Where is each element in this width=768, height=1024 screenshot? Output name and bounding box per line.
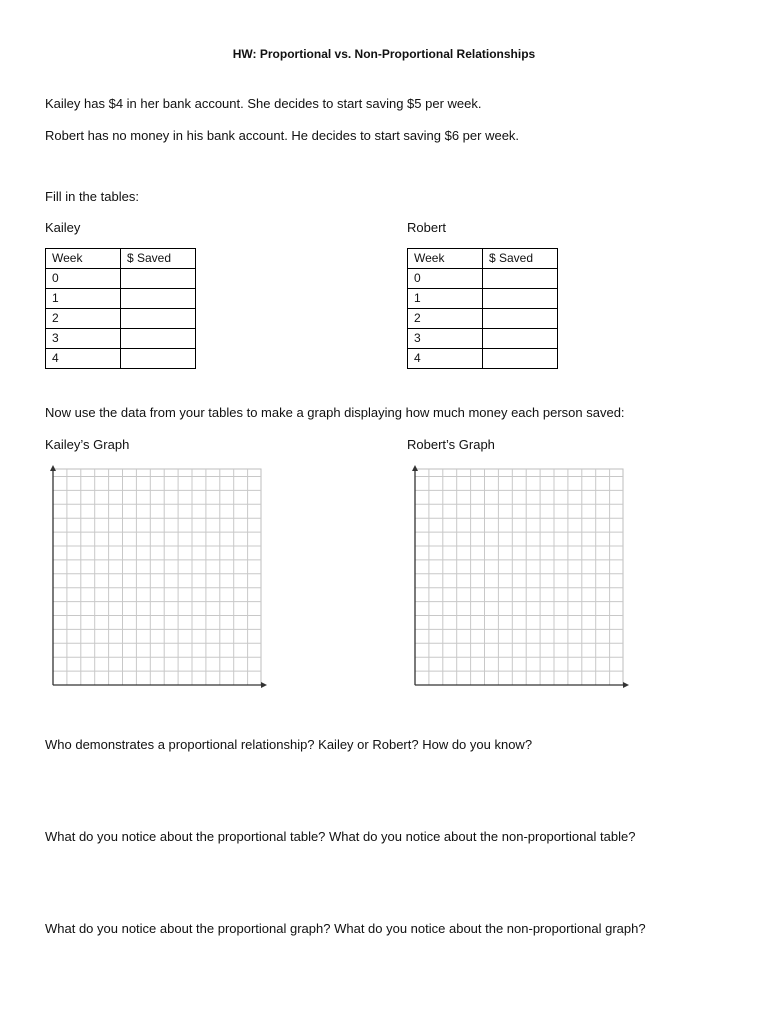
week-cell: 4 [46,349,121,369]
week-cell: 4 [408,349,483,369]
header-saved: $ Saved [483,249,558,269]
y-axis-arrow-icon [412,465,418,471]
saved-cell[interactable] [121,349,196,369]
week-cell: 2 [408,309,483,329]
kailey-table [45,248,196,369]
saved-cell[interactable] [121,309,196,329]
x-axis-arrow-icon [261,682,267,688]
table-row [408,349,558,369]
week-cell: 2 [46,309,121,329]
kailey-graph-svg[interactable] [48,465,268,690]
saved-cell[interactable] [483,349,558,369]
week-cell: 0 [46,269,121,289]
table-row [46,329,196,349]
week-cell: 1 [46,289,121,309]
kailey-intro: Kailey has $4 in her bank account. She decides to start saving $5 per week. [45,96,482,111]
saved-cell[interactable] [483,269,558,289]
saved-cell[interactable] [483,289,558,309]
saved-cell[interactable] [121,329,196,349]
week-cell: 3 [46,329,121,349]
question-1: Who demonstrates a proportional relationship? Kailey or Robert? How do you know? [45,737,533,752]
table-header-row [408,249,558,269]
worksheet-title: HW: Proportional vs. Non-Proportional Relationships [232,47,536,61]
table-row [408,309,558,329]
question-2: What do you notice about the proportional table? What do you notice about the non-proportional table? [45,829,636,844]
saved-cell[interactable] [483,329,558,349]
week-cell: 1 [408,289,483,309]
x-axis-arrow-icon [623,682,629,688]
saved-cell[interactable] [121,269,196,289]
week-cell: 3 [408,329,483,349]
question-3: What do you notice about the proportional graph? What do you notice about the non-proportional graph? [45,921,646,936]
header-saved: $ Saved [121,249,196,269]
table-row [408,289,558,309]
fill-instruction: Fill in the tables: [45,189,139,204]
table-row [408,269,558,289]
week-cell: 0 [408,269,483,289]
table-row [46,289,196,309]
saved-cell[interactable] [483,309,558,329]
table-row [46,269,196,289]
table-row [408,329,558,349]
table-row [46,349,196,369]
robert-graph-label: Robert’s Graph [407,437,495,452]
header-week: Week [46,249,121,269]
saved-cell[interactable] [121,289,196,309]
y-axis-arrow-icon [50,465,56,471]
robert-table [407,248,558,369]
table-row [46,309,196,329]
robert-table-label: Robert [407,220,447,235]
grid-frame [53,469,261,685]
graph-instruction: Now use the data from your tables to make a graph displaying how much money each person saved: [45,405,625,420]
header-week: Week [408,249,483,269]
table-header-row [46,249,196,269]
robert-graph-grid[interactable] [410,465,630,690]
robert-intro: Robert has no money in his bank account. He decides to start saving $6 per week. [45,128,520,143]
kailey-table-label: Kailey [45,220,81,235]
kailey-graph-label: Kailey’s Graph [45,437,130,452]
grid-frame [415,469,623,685]
robert-graph-svg[interactable] [410,465,630,690]
kailey-graph-grid[interactable] [48,465,268,690]
